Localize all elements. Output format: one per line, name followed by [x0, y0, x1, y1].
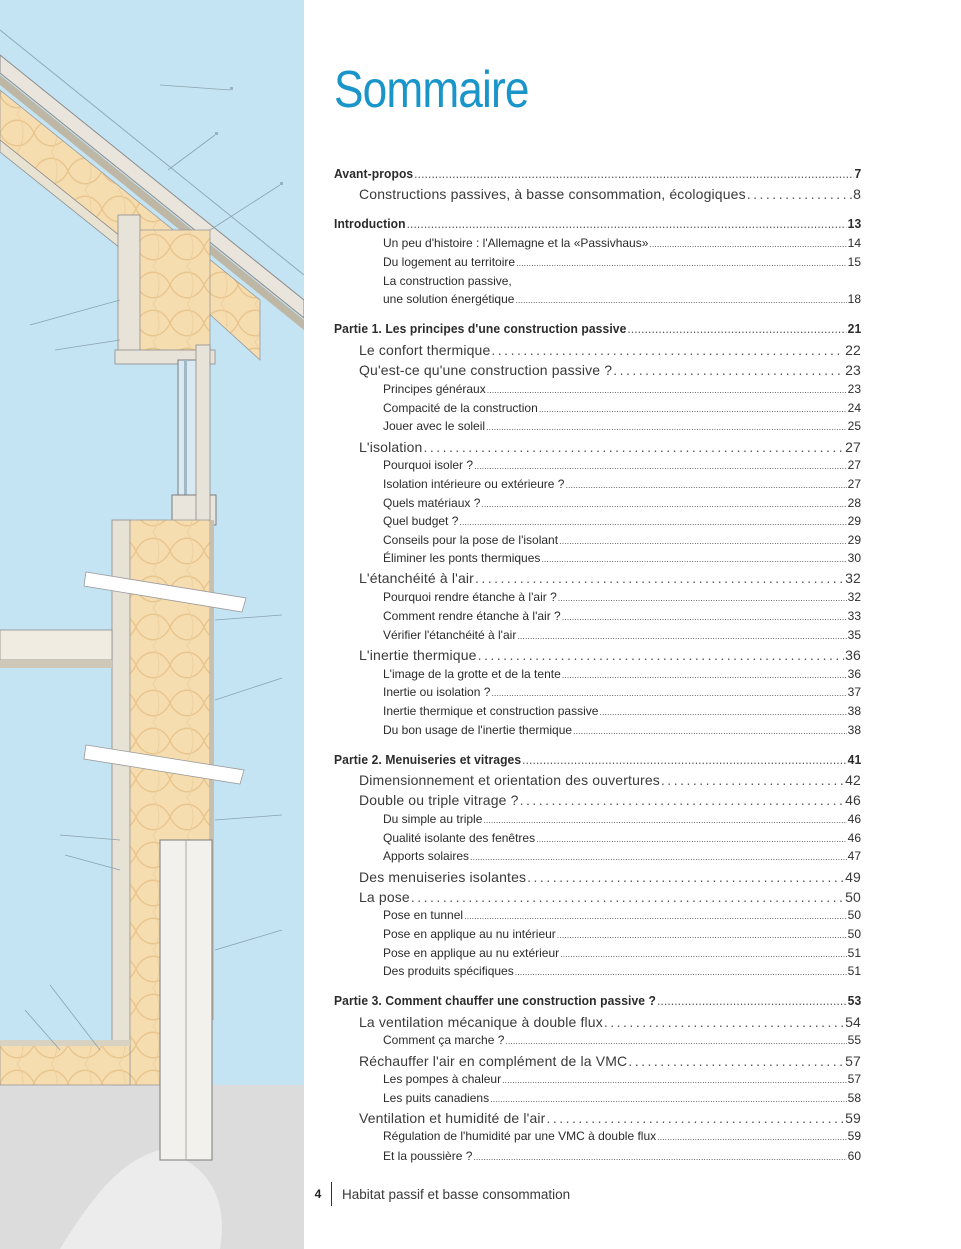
toc-entry-label: Comment ça marche ? [383, 1033, 505, 1047]
toc-entry-label: Ventilation et humidité de l'air [359, 1110, 546, 1126]
toc-entry-page: 38 [847, 723, 861, 737]
toc-entry-page: 32 [847, 590, 861, 604]
toc-entry-label: L'inertie thermique [359, 647, 477, 663]
toc-entry-page: 46 [845, 792, 861, 808]
toc-entry-label: Pose en tunnel [383, 908, 464, 922]
toc-leader-dots [487, 385, 847, 395]
page-title: Sommaire [334, 61, 529, 119]
toc-entry-label: Quel budget ? [383, 514, 459, 528]
toc-entry-page: 54 [845, 1014, 861, 1030]
toc-entry-label: Un peu d'histoire : l'Allemagne et la «Passivhaus» [383, 236, 649, 250]
toc-entry-label: La ventilation mécanique à double flux [359, 1014, 603, 1030]
toc-entry-page: 18 [847, 292, 861, 306]
toc-entry-label: Du simple au triple [383, 812, 483, 826]
toc-entry-label: Les puits canadiens [383, 1091, 490, 1105]
toc-entry [383, 1129, 861, 1143]
table-of-contents-page [334, 0, 861, 1249]
toc-entry [383, 533, 861, 547]
toc-entry-page: 33 [847, 609, 861, 623]
toc-leader-dots [657, 1132, 847, 1142]
toc-entry [359, 1053, 861, 1069]
toc-entry-label: Apports solaires [383, 849, 470, 863]
toc-entry-page: 8 [853, 186, 861, 202]
toc-leader-dots [536, 834, 847, 844]
toc-leader-dots [627, 321, 846, 336]
wall-section-drawing [0, 0, 304, 1249]
toc-entry-label: Introduction [334, 216, 406, 231]
toc-entry [383, 609, 861, 623]
toc-leader-dots [414, 166, 853, 181]
toc-entry [383, 908, 861, 922]
toc-entry-label: Principes généraux [383, 382, 486, 396]
toc-entry-label: Dimensionnement et orientation des ouvertures [359, 772, 660, 788]
toc-entry-page: 27 [847, 458, 861, 472]
toc-entry-label: Des produits spécifiques [383, 964, 514, 978]
toc-entry-page: 38 [847, 704, 861, 718]
toc-leader-dots [481, 499, 846, 509]
toc-entry [359, 342, 861, 358]
toc-entry [383, 685, 861, 699]
toc-entry-page: 21 [847, 321, 862, 336]
toc-leader-dots [559, 536, 847, 546]
toc-entry-page: 57 [847, 1072, 861, 1086]
toc-leader-dots [483, 815, 846, 825]
toc-entry-label: Jouer avec le soleil [383, 419, 486, 433]
toc-entry-label: Les pompes à chaleur [383, 1072, 502, 1086]
toc-leader-dots [517, 631, 846, 641]
toc-leader-dots [557, 930, 847, 940]
toc-entry-page: 23 [845, 362, 861, 378]
toc-entry-label: Réchauffer l'air en complément de la VMC [359, 1053, 628, 1069]
toc-entry-page: 25 [847, 419, 861, 433]
toc-entry-label: Qu'est-ce qu'une construction passive ? [359, 362, 613, 378]
toc-entry-page: 50 [847, 927, 861, 941]
toc-entry-label: Régulation de l'humidité par une VMC à double flux [383, 1129, 657, 1143]
toc-leader-dots [491, 688, 846, 698]
toc-entry [383, 723, 861, 737]
toc-entry-page: 27 [847, 477, 861, 491]
toc-leader-dots [565, 480, 846, 490]
toc-entry [359, 1014, 861, 1030]
toc-entry-label: L'isolation [359, 439, 423, 455]
toc-entry-label: Compacité de la construction [383, 401, 538, 415]
toc-entry-label: Conseils pour la pose de l'isolant [383, 533, 559, 547]
toc-entry-label: Comment rendre étanche à l'air ? [383, 609, 561, 623]
toc-entry-page: 58 [847, 1091, 861, 1105]
toc-entry-label: Partie 2. Menuiseries et vitrages [334, 752, 522, 767]
toc-entry-page: 50 [845, 889, 861, 905]
toc-entry-page: 59 [847, 1129, 861, 1143]
toc-entry-label: La construction passive, [383, 274, 512, 288]
toc-entry [383, 514, 861, 528]
toc-entry-label: L'image de la grotte et de la tente [383, 667, 561, 681]
toc-entry [383, 274, 861, 288]
toc-entry-label: Et la poussière ? [383, 1149, 473, 1163]
toc-entry-page: 41 [847, 752, 862, 767]
toc-entry [359, 869, 861, 885]
toc-entry [383, 382, 861, 396]
toc-entry-label: Éliminer les ponts thermiques [383, 551, 541, 565]
toc-leader-dots [515, 967, 847, 977]
page-number: 4 [314, 1187, 322, 1201]
toc-leader-dots [516, 258, 847, 268]
toc-leader-dots [747, 186, 852, 202]
toc-leader-dots [515, 295, 846, 305]
toc-entry-page: 37 [847, 685, 861, 699]
toc-entry [383, 255, 861, 269]
toc-entry [383, 628, 861, 642]
toc-leader-dots [475, 570, 844, 586]
toc-entry-label: Constructions passives, à basse consommation, écologiques [359, 186, 746, 202]
toc-entry-label: Isolation intérieure ou extérieure ? [383, 477, 565, 491]
toc-entry-page: 14 [847, 236, 861, 250]
toc-entry [359, 889, 861, 905]
toc-entry [383, 236, 861, 250]
toc-entry [383, 590, 861, 604]
toc-entry-page: 59 [845, 1110, 861, 1126]
toc-entry-label: une solution énergétique [383, 292, 515, 306]
toc-entry [383, 927, 861, 941]
toc-entry [383, 704, 861, 718]
toc-entry-label: Double ou triple vitrage ? [359, 792, 519, 808]
toc-leader-dots [649, 239, 846, 249]
toc-entry-page: 13 [847, 216, 862, 231]
toc-entry-page: 60 [847, 1149, 861, 1163]
toc-entry [383, 849, 861, 863]
toc-entry-label: Inertie thermique et construction passive [383, 704, 599, 718]
toc-leader-dots [520, 792, 845, 808]
toc-leader-dots [464, 911, 847, 921]
toc-entry [383, 458, 861, 472]
toc-entry [383, 292, 861, 306]
toc-entry-label: La pose [359, 889, 410, 905]
toc-entry-label: Partie 1. Les principes d'une construction passive [334, 321, 627, 336]
toc-entry-label: Vérifier l'étanchéité à l'air [383, 628, 517, 642]
toc-entry-page: 42 [845, 772, 861, 788]
wall-section-illustration [0, 0, 304, 1249]
toc-entry-label: Pourquoi isoler ? [383, 458, 474, 472]
toc-entry-page: 29 [847, 533, 861, 547]
toc-entry [359, 186, 861, 202]
toc-entry-page: 51 [847, 964, 861, 978]
toc-entry [359, 570, 861, 586]
toc-leader-dots [491, 342, 844, 358]
toc-entry [383, 667, 861, 681]
toc-entry-page: 46 [847, 831, 861, 845]
toc-leader-dots [573, 726, 847, 736]
toc-leader-dots [604, 1014, 844, 1030]
toc-entry [334, 321, 861, 336]
toc-leader-dots [558, 593, 847, 603]
toc-entry-label: Avant-propos [334, 166, 414, 181]
toc-leader-dots [522, 752, 847, 767]
toc-leader-dots [411, 889, 844, 905]
toc-entry [334, 166, 861, 181]
toc-entry [383, 419, 861, 433]
toc-entry-page: 36 [847, 667, 861, 681]
toc-entry-label: L'étanchéité à l'air [359, 570, 474, 586]
toc-leader-dots [473, 1152, 846, 1162]
toc-entry-page: 55 [847, 1033, 861, 1047]
toc-leader-dots [527, 869, 844, 885]
toc-entry [359, 647, 861, 663]
toc-entry [334, 216, 861, 231]
toc-entry [359, 792, 861, 808]
toc-leader-dots [478, 647, 845, 663]
toc-leader-dots [474, 461, 847, 471]
page-footer [305, 1182, 570, 1206]
toc-leader-dots [470, 852, 847, 862]
toc-leader-dots [657, 993, 847, 1008]
toc-leader-dots [505, 1036, 846, 1046]
toc-entry-page: 51 [847, 946, 861, 960]
toc-entry [383, 1091, 861, 1105]
toc-leader-dots [661, 772, 844, 788]
toc-leader-dots [613, 362, 844, 378]
toc-entry-page: 24 [847, 401, 861, 415]
toc-entry [359, 439, 861, 455]
toc-entry-label: Du bon usage de l'inertie thermique [383, 723, 573, 737]
toc-entry-label: Quels matériaux ? [383, 496, 481, 510]
toc-leader-dots [562, 612, 847, 622]
toc-entry-page: 57 [845, 1053, 861, 1069]
toc-entry [334, 993, 861, 1008]
toc-entry [383, 812, 861, 826]
toc-entry-page: 35 [847, 628, 861, 642]
toc-leader-dots [560, 949, 847, 959]
toc-entry-page: 46 [847, 812, 861, 826]
toc-entry-label: Du logement au territoire [383, 255, 516, 269]
toc-leader-dots [628, 1053, 844, 1069]
toc-entry-label: Qualité isolante des fenêtres [383, 831, 536, 845]
toc-entry [383, 831, 861, 845]
toc-leader-dots [502, 1075, 847, 1085]
toc-entry-label: Partie 3. Comment chauffer une construction passive ? [334, 993, 657, 1008]
toc-entry-label: Inertie ou isolation ? [383, 685, 491, 699]
toc-entry-label: Pose en applique au nu intérieur [383, 927, 556, 941]
toc-entry-label: Le confort thermique [359, 342, 491, 358]
toc-leader-dots [407, 216, 847, 231]
toc-leader-dots [423, 439, 844, 455]
toc-leader-dots [562, 670, 847, 680]
toc-entry-page: 36 [845, 647, 861, 663]
toc-entry [383, 401, 861, 415]
toc-entry-page: 23 [847, 382, 861, 396]
toc-entry [383, 964, 861, 978]
toc-entry-page: 28 [847, 496, 861, 510]
toc-entry [359, 772, 861, 788]
toc-leader-dots [490, 1094, 847, 1104]
toc-entry-page: 53 [847, 993, 862, 1008]
toc-entry-page: 30 [847, 551, 861, 565]
toc-entry-page: 27 [845, 439, 861, 455]
toc-entry [383, 1149, 861, 1163]
toc-entry-page: 49 [845, 869, 861, 885]
toc-entry-page: 22 [845, 342, 861, 358]
toc-entry [383, 1033, 861, 1047]
toc-entry [383, 477, 861, 491]
toc-entry-page: 15 [847, 255, 861, 269]
toc-entry-label: Pose en applique au nu extérieur [383, 946, 560, 960]
toc-entry [383, 496, 861, 510]
toc-entry [334, 752, 861, 767]
toc-leader-dots [486, 422, 847, 432]
toc-leader-dots [546, 1110, 844, 1126]
toc-leader-dots [599, 707, 846, 717]
toc-entry-page: 7 [854, 166, 862, 181]
toc-entry-label: Des menuiseries isolantes [359, 869, 527, 885]
toc-entry [383, 946, 861, 960]
toc-leader-dots [539, 404, 847, 414]
toc-entry-page: 32 [845, 570, 861, 586]
toc-leader-dots [459, 517, 846, 527]
footer-divider [331, 1182, 332, 1206]
toc-entry [359, 1110, 861, 1126]
book-title: Habitat passif et basse consommation [342, 1186, 571, 1202]
toc-entry-page: 50 [847, 908, 861, 922]
toc-entry-page: 47 [847, 849, 861, 863]
toc-leader-dots [541, 554, 846, 564]
toc-entry-label: Pourquoi rendre étanche à l'air ? [383, 590, 557, 604]
toc-entry-page: 29 [847, 514, 861, 528]
toc-entry [383, 551, 861, 565]
toc-entry [359, 362, 861, 378]
toc-entry [383, 1072, 861, 1086]
